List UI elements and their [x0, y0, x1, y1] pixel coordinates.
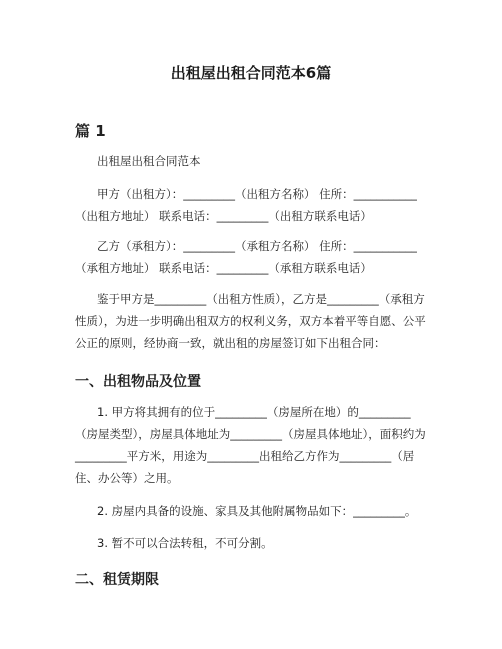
paragraph-text: 出租屋出租合同范本: [97, 154, 201, 168]
clause-2-paragraph: [75, 500, 427, 522]
document-title: 出租屋出租合同范本6篇: [170, 64, 332, 82]
party-a-paragraph: [75, 183, 427, 227]
clause-1-paragraph: [75, 401, 427, 489]
clause-3-paragraph: [75, 532, 427, 554]
paragraph-text: 鉴于甲方是_________（出租方性质），乙方是_________（承租方性质），为进一步明确出租双方的权利义务，双方本着平等自愿、公平公正的原则，经协商一致，就出租的房屋签订如下出租合同：: [75, 292, 426, 350]
contract-name-paragraph: [75, 150, 427, 172]
heading-section-1: 一、出租物品及位置: [75, 374, 201, 390]
section-label: 篇 1: [75, 122, 106, 140]
heading-section-2: 二、租赁期限: [75, 572, 159, 588]
paragraph-text: 甲方（出租方）：_________（出租方名称） 住所：___________（出租方地址） 联系电话：_________（出租方联系电话）: [75, 187, 417, 223]
paragraph-text: 乙方（承租方）：_________（承租方名称） 住所：___________（承租方地址） 联系电话：_________（承租方联系电话）: [75, 239, 417, 275]
preamble-paragraph: [75, 288, 427, 354]
paragraph-text: 2. 房屋内具备的设施、家具及其他附属物品如下：_________。: [97, 504, 417, 518]
paragraph-text: 3. 暂不可以合法转租，不可分割。: [97, 536, 273, 550]
paragraph-text: 1. 甲方将其拥有的位于_________（房屋所在地）的_________（房屋类型），房屋具体地址为_________（房屋具体地址），面积约为_________平方米，用途为_________出租给乙方作为_________（居住、办公等）之用。: [75, 405, 426, 485]
party-b-paragraph: [75, 235, 427, 279]
